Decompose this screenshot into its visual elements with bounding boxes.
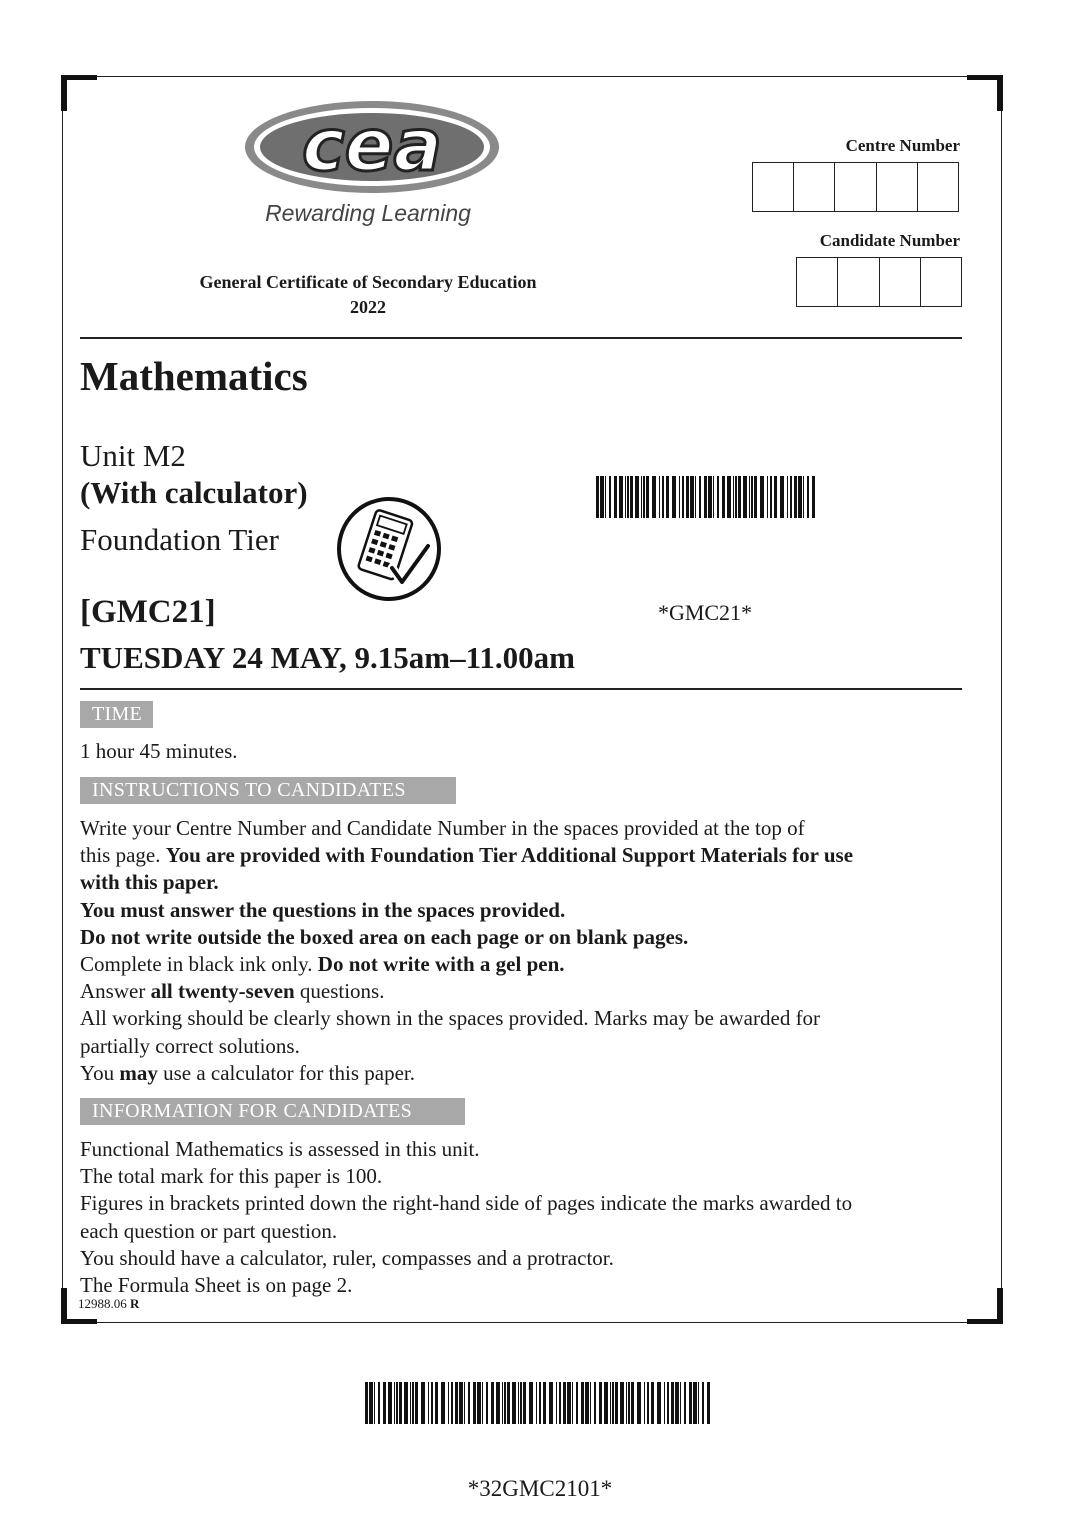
instruction-line: partially correct solutions. (80, 1033, 300, 1058)
instructions-heading: INSTRUCTIONS TO CANDIDATES (80, 777, 456, 804)
candidate-number-box[interactable] (797, 258, 838, 306)
corner-mark-top-left (61, 75, 67, 111)
barcode-bar (680, 1382, 681, 1424)
barcode-bar (735, 476, 737, 518)
candidate-number-box[interactable] (838, 258, 879, 306)
barcode-bar (491, 1382, 494, 1424)
instruction-line: You may use a calculator for this paper. (80, 1060, 415, 1085)
information-line: each question or part question. (80, 1218, 338, 1243)
barcode-bar (760, 476, 764, 518)
qualification-name: General Certificate of Secondary Education (199, 272, 537, 292)
instruction-line: this page. You are provided with Foundation Tier Additional Support Materials for use (80, 843, 854, 868)
barcode-bar (803, 476, 804, 518)
barcode-bar (751, 476, 753, 518)
barcode-bar (787, 476, 788, 518)
barcode-bar (717, 476, 719, 518)
page-barcode-text: *32GMC2101* (467, 1476, 613, 1501)
barcode-bar (431, 1382, 433, 1424)
barcode-bar (679, 476, 680, 518)
barcode-bar (520, 1382, 522, 1424)
barcode-code-text: *GMC21* (657, 600, 753, 625)
barcode-bar (459, 1382, 463, 1424)
barcode-bar (543, 1382, 546, 1424)
barcode-bar (556, 1382, 557, 1424)
barcode-bar (600, 476, 604, 518)
barcode-bar (671, 1382, 674, 1424)
barcode-bar (539, 1382, 541, 1424)
barcode-bar (523, 1382, 526, 1424)
barcode-bar (619, 476, 623, 518)
barcode-bar (590, 1382, 591, 1424)
barcode-bar (644, 1382, 645, 1424)
barcode-bar (798, 476, 802, 518)
barcode-bar (464, 1382, 465, 1424)
barcode-bar (412, 1382, 414, 1424)
barcode-bar (599, 1382, 602, 1424)
barcode-bar (627, 476, 629, 518)
information-line: Functional Mathematics is assessed in this unit. (80, 1137, 480, 1161)
instruction-line: Write your Centre Number and Candidate Number in the spaces provided at the top of (80, 816, 805, 840)
barcode-bar (628, 1382, 630, 1424)
barcode-bar (722, 476, 725, 518)
instruction-line: All working should be clearly shown in the spaces provided. Marks may be awarded for (80, 1006, 821, 1031)
centre-number-box[interactable] (753, 163, 794, 211)
barcode-bar (630, 476, 633, 518)
paper-code: [GMC21] (80, 594, 216, 630)
logo-text: cea (301, 103, 443, 187)
barcode-bar (605, 476, 606, 518)
barcode-bar (754, 476, 757, 518)
barcode-bar (596, 476, 599, 518)
barcode-bar (733, 476, 734, 518)
barcode-bar (620, 1382, 624, 1424)
barcode-bar (807, 476, 809, 518)
barcode-bar (451, 1382, 453, 1424)
centre-number-box[interactable] (835, 163, 876, 211)
barcode-bar (559, 1382, 561, 1424)
barcode-bar (507, 1382, 510, 1424)
corner-mark-bottom-right-h (967, 1319, 1003, 1324)
centre-number-box[interactable] (877, 163, 918, 211)
barcode-bar (667, 1382, 669, 1424)
information-line: The Formula Sheet is on page 2. (80, 1273, 353, 1298)
information-line: You should have a calculator, ruler, compasses and a protractor. (80, 1245, 614, 1270)
barcode-bar (659, 476, 660, 518)
barcode-bar (486, 1382, 488, 1424)
barcode-bar (626, 1382, 627, 1424)
barcode-bar (666, 476, 669, 518)
barcode-bar (365, 1382, 368, 1424)
centre-number-box[interactable] (794, 163, 835, 211)
centre-number-boxes[interactable] (752, 162, 959, 212)
barcode-bar (647, 1382, 649, 1424)
barcode-bar (652, 476, 656, 518)
barcode-bar (637, 1382, 641, 1424)
barcode-bar (482, 1382, 483, 1424)
barcode-bar (374, 1382, 375, 1424)
barcode-bar (455, 1382, 458, 1424)
barcode-bar (612, 1382, 614, 1424)
barcode-bar (625, 476, 626, 518)
barcode-bar (672, 476, 676, 518)
instruction-line: You must answer the questions in the spaces provided. (80, 897, 566, 922)
instruction-line: Do not write outside the boxed area on each page or on blank pages. (80, 924, 689, 949)
barcode-bar (749, 476, 750, 518)
barcode-bar (496, 1382, 500, 1424)
barcode-bar (502, 1382, 503, 1424)
barcode-bar (767, 476, 768, 518)
corner-mark-bottom-left-h (61, 1319, 97, 1324)
barcode-bar (369, 1382, 373, 1424)
barcode-bar (695, 476, 696, 518)
barcode-bar (702, 1382, 704, 1424)
barcode-bar (567, 1382, 571, 1424)
barcode-bar (615, 1382, 618, 1424)
barcode-bar (713, 476, 714, 518)
barcode-bar (609, 476, 611, 518)
tier-name: Foundation Tier (80, 522, 279, 557)
barcode-bar (585, 1382, 589, 1424)
barcode-bar (704, 476, 707, 518)
barcode-bar (664, 1382, 665, 1424)
candidate-number-label: Candidate Number (819, 231, 960, 250)
time-value: 1 hour 45 minutes. (80, 739, 238, 763)
barcode-bar (790, 476, 792, 518)
information-line: The total mark for this paper is 100. (80, 1164, 383, 1189)
barcode-bar (780, 476, 784, 518)
instructions-list (80, 815, 960, 1087)
barcode-bar (812, 476, 815, 518)
barcode-bar (646, 476, 649, 518)
corner-mark-top-right (997, 75, 1003, 111)
centre-number-label: Centre Number (845, 136, 960, 155)
barcode-bar (690, 476, 694, 518)
barcode-bar (707, 1382, 710, 1424)
barcode-bar (641, 476, 642, 518)
barcode-bar (572, 1382, 573, 1424)
logo-tagline: Rewarding Learning (265, 200, 471, 226)
reference-number: 12988.06 R (78, 1296, 140, 1311)
corner-mark-top-right-h (967, 75, 1003, 80)
barcode-bar (651, 1382, 654, 1424)
barcode-bar (428, 1382, 429, 1424)
barcode-bar (686, 476, 689, 518)
barcode-bar (394, 1382, 395, 1424)
barcode-bar (770, 476, 772, 518)
barcode-bar (410, 1382, 411, 1424)
barcode-bar (743, 476, 747, 518)
barcode-bar (657, 1382, 661, 1424)
barcode-bar (435, 1382, 438, 1424)
barcode-bar (563, 1382, 566, 1424)
barcode-bar (415, 1382, 418, 1424)
barcode-bar (388, 1382, 392, 1424)
unit-name: Unit M2 (80, 438, 186, 473)
barcode-bar (794, 476, 797, 518)
exam-year: 2022 (350, 297, 386, 317)
barcode-bar (383, 1382, 386, 1424)
barcode-bar (404, 1382, 408, 1424)
candidate-number-box[interactable] (880, 258, 921, 306)
barcode-bar (631, 1382, 634, 1424)
information-list (80, 1136, 960, 1299)
barcode-bar (399, 1382, 402, 1424)
barcode-bar (610, 1382, 611, 1424)
barcode-bar (396, 1382, 398, 1424)
barcode-bar (594, 1382, 596, 1424)
barcode-bar (689, 1382, 692, 1424)
barcode-bar (604, 1382, 608, 1424)
page-barcode (365, 1382, 713, 1424)
barcode-bar (675, 1382, 679, 1424)
barcode-bar (662, 476, 664, 518)
barcode-bar (512, 1382, 516, 1424)
barcode-bar (536, 1382, 537, 1424)
candidate-number-box[interactable] (921, 258, 961, 306)
divider-middle (80, 688, 962, 690)
information-heading: INFORMATION FOR CANDIDATES (80, 1098, 465, 1125)
instruction-line: with this paper. (80, 870, 219, 895)
barcode-bar (549, 1382, 553, 1424)
instruction-line: Answer all twenty-seven questions. (80, 979, 385, 1004)
barcode-bar (421, 1382, 425, 1424)
barcode-bar (518, 1382, 519, 1424)
corner-mark-top-left-h (61, 75, 97, 80)
cea-logo (243, 98, 501, 196)
barcode-bar (774, 476, 777, 518)
qualification-heading (120, 270, 616, 320)
barcode-bar (576, 1382, 578, 1424)
barcode-bar (468, 1382, 470, 1424)
barcode-bar (378, 1382, 380, 1424)
barcode-bar (708, 476, 712, 518)
barcode-bar (477, 1382, 481, 1424)
calculator-with-tick-icon (336, 496, 442, 602)
subject-title: Mathematics (80, 353, 308, 399)
barcode-bar (682, 476, 684, 518)
barcode-bar (698, 1382, 699, 1424)
barcode-bar (635, 476, 639, 518)
barcode-bar (504, 1382, 506, 1424)
barcode-bar (581, 1382, 584, 1424)
barcode-bar (699, 476, 701, 518)
barcode-bar (738, 476, 741, 518)
barcode-bar (684, 1382, 686, 1424)
instruction-line: Complete in black ink only. Do not write with a gel pen. (80, 952, 565, 977)
barcode-bar (614, 476, 617, 518)
barcode-bar (441, 1382, 445, 1424)
information-line: Figures in brackets printed down the right-hand side of pages indicate the marks awarded to (80, 1191, 853, 1216)
paper-code-barcode (596, 476, 818, 518)
calculator-note: (With calculator) (80, 475, 308, 510)
barcode-bar (529, 1382, 533, 1424)
barcode-bar (448, 1382, 449, 1424)
centre-number-box[interactable] (918, 163, 958, 211)
candidate-number-boxes[interactable] (796, 257, 962, 307)
barcode-bar (727, 476, 731, 518)
exam-date-time: TUESDAY 24 MAY, 9.15am–11.00am (80, 640, 575, 675)
barcode-bar (473, 1382, 476, 1424)
divider-top (80, 337, 962, 339)
barcode-bar (693, 1382, 697, 1424)
time-heading: TIME (80, 701, 153, 728)
barcode-bar (643, 476, 645, 518)
